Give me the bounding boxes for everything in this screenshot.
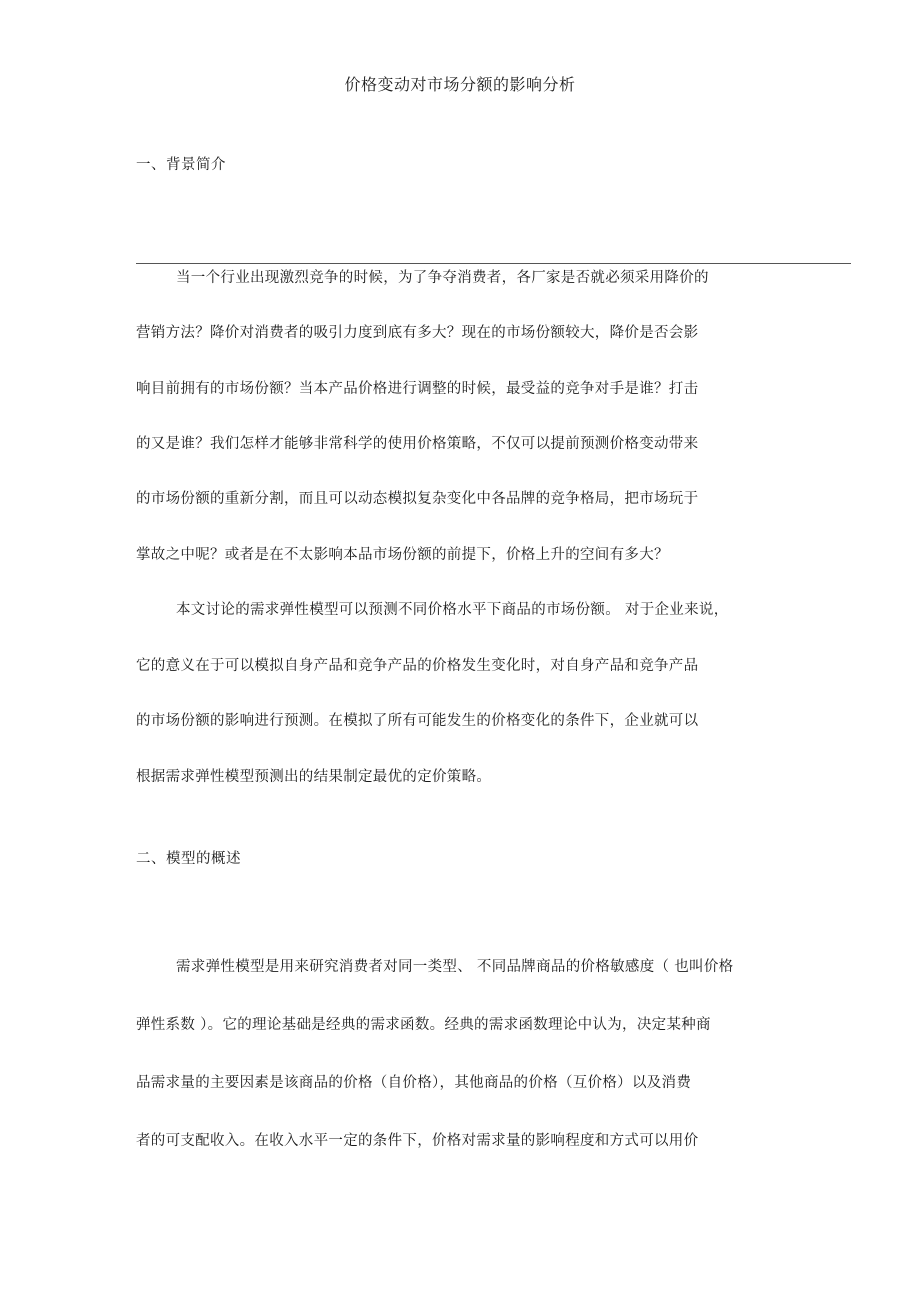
paragraph-line: 当一个行业出现激烈竞争的时候，为了争夺消费者，各厂家是否就必须采用降价的	[176, 270, 709, 286]
paragraph-line: 营销方法？降价对消费者的吸引力度到底有多大？现在的市场份额较大，降价是否会影	[136, 325, 699, 341]
paragraph-line: 它的意义在于可以模拟自身产品和竞争产品的价格发生变化时，对自身产品和竞争产品	[136, 658, 699, 674]
paragraph-line: 根据需求弹性模型预测出的结果制定最优的定价策略。	[136, 769, 492, 785]
paragraph-line: 者的可支配收入。在收入水平一定的条件下，价格对需求量的影响程度和方式可以用价	[136, 1133, 699, 1149]
document-title: 价格变动对市场分额的影响分析	[344, 75, 576, 94]
paragraph-line: 的市场份额的影响进行预测。在模拟了所有可能发生的价格变化的条件下，企业就可以	[136, 713, 699, 729]
section-heading-background: 一、背景简介	[136, 157, 226, 173]
section-heading-model-overview: 二、模型的概述	[136, 851, 241, 867]
horizontal-rule	[136, 263, 851, 264]
paragraph-line: 的又是谁？我们怎样才能够非常科学的使用价格策略，不仅可以提前预测价格变动带来	[136, 436, 699, 452]
paragraph-line: 掌故之中呢？或者是在不太影响本品市场份额的前提下，价格上升的空间有多大？	[136, 547, 669, 563]
paragraph-line: 响目前拥有的市场份额？当本产品价格进行调整的时候，最受益的竞争对手是谁？打击	[136, 381, 699, 397]
paragraph-line: 本文讨论的需求弹性模型可以预测不同价格水平下商品的市场份额。 对于企业来说，	[176, 602, 729, 618]
paragraph-line: 弹性系数 ）。它的理论基础是经典的需求函数。经典的需求函数理论中认为，决定某种商	[136, 1017, 711, 1033]
paragraph-line: 需求弹性模型是用来研究消费者对同一类型、 不同品牌商品的价格敏感度（ 也叫价格	[176, 959, 734, 975]
paragraph-line: 品需求量的主要因素是该商品的价格（自价格），其他商品的价格（互价格）以及消费	[136, 1075, 692, 1091]
paragraph-line: 的市场份额的重新分割，而且可以动态模拟复杂变化中各品牌的竞争格局，把市场玩于	[136, 491, 699, 507]
